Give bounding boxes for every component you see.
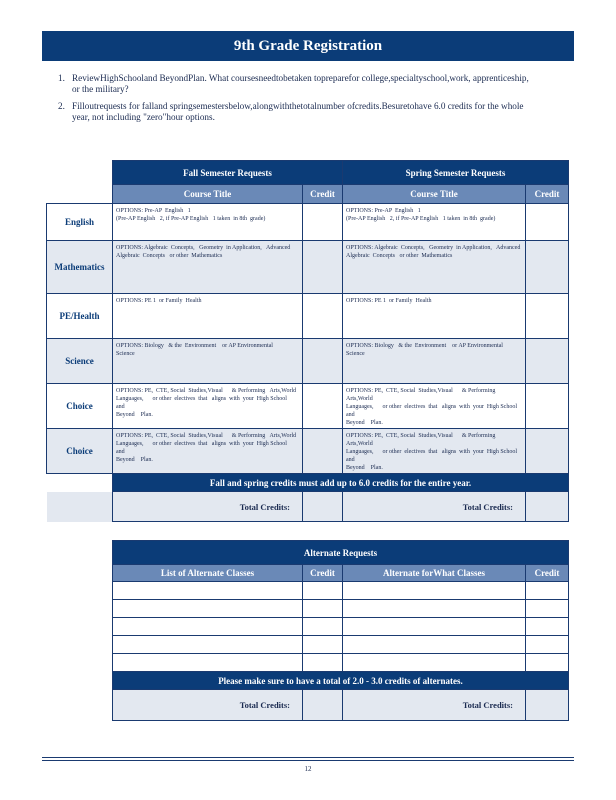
page-title-banner [42,31,574,61]
spring-credit-cell[interactable] [526,294,569,339]
alternate-for-cell[interactable] [343,636,526,654]
alternate-class-cell[interactable] [113,654,303,672]
spring-credit-cell[interactable] [526,204,569,241]
options-text: OPTIONS: PE, CTE, Social Studies,Visual & Performing Arts,World Languages, or other electives that aligns with your High School and Beyond Plan. [346,388,517,426]
fall-total-credit-cell[interactable] [303,492,343,522]
totals-row [47,492,569,522]
fall-semester-header: Fall Semester Requests [113,161,343,185]
requests-table [46,160,569,522]
fall-course-cell[interactable] [113,429,303,474]
table-row [47,294,569,339]
alternate-class-cell[interactable] [113,582,303,600]
spring-credit-cell[interactable] [526,339,569,384]
alternate-for-credit-cell[interactable] [526,618,569,636]
page-title: 9th Grade Registration [233,38,383,54]
blank-cell [47,474,113,492]
options-text: OPTIONS: PE 1 or Family Health [346,298,432,304]
alternate-for-cell[interactable] [343,654,526,672]
alternate-for-total-credit-cell[interactable] [526,690,569,721]
fall-course-cell[interactable] [113,241,303,294]
instruction-text: ReviewHighSchooland BeyondPlan. What coursesneedtobetaken topreparefor college,specialtyschool,work, apprenticeship, or the military? [72,73,529,94]
alternate-class-cell[interactable] [113,600,303,618]
spring-credit-cell[interactable] [526,429,569,474]
alternate-list-header: List of Alternate Classes [113,565,303,582]
alternate-for-cell[interactable] [343,600,526,618]
alternate-for-credit-cell[interactable] [526,654,569,672]
instruction-1 [58,73,536,95]
options-text: OPTIONS: Algebraic Concepts, Geometry in Application, Advanced Algebraic Concepts or other Mathematics [116,245,291,259]
alternate-credit-cell[interactable] [303,600,343,618]
spring-course-cell[interactable] [343,241,526,294]
fall-credit-cell[interactable] [303,384,343,429]
subject-label: Mathematics [47,241,113,294]
alternate-for-credit-cell[interactable] [526,582,569,600]
alternate-for-credit-cell[interactable] [526,600,569,618]
subject-label: Choice [47,429,113,474]
totals-row [113,690,569,721]
options-text: OPTIONS: PE, CTE, Social Studies,Visual & Performing Arts,World Languages, or other electives that aligns with your High School and Beyond Plan. [116,433,297,463]
alternates-table [112,540,569,721]
alternate-for-total-label: Total Credits: [343,690,526,721]
fall-course-title-header: Course Title [113,185,303,204]
options-text: OPTIONS: Algebraic Concepts, Geometry in Application, Advanced Algebraic Concepts or other Mathematics [346,245,521,259]
subject-label: Science [47,339,113,384]
blank-cell [47,185,113,204]
table-row [47,339,569,384]
alternate-for-credit-cell[interactable] [526,636,569,654]
table-row [47,384,569,429]
instruction-number: 2. [58,101,65,111]
spring-total-label: Total Credits: [343,492,526,522]
fall-credit-cell[interactable] [303,204,343,241]
fall-credit-header: Credit [303,185,343,204]
table-row [113,636,569,654]
alternate-class-cell[interactable] [113,636,303,654]
fall-credit-cell[interactable] [303,241,343,294]
alternate-credit-cell[interactable] [303,582,343,600]
blank-cell [47,161,113,185]
spring-course-cell[interactable] [343,339,526,384]
fall-course-cell[interactable] [113,384,303,429]
fall-course-cell[interactable] [113,204,303,241]
options-text: OPTIONS: Biology & the Environment or AP Environmental Science [346,343,511,357]
fall-credit-cell[interactable] [303,339,343,384]
subject-label: Choice [47,384,113,429]
table-row [113,600,569,618]
alternate-requests-header: Alternate Requests [113,541,569,565]
fall-credit-cell[interactable] [303,294,343,339]
spring-credit-header: Credit [526,185,569,204]
spring-total-credit-cell[interactable] [526,492,569,522]
alternate-for-credit-header: Credit [526,565,569,582]
options-text: OPTIONS: PE, CTE, Social Studies,Visual & Performing Arts,World Languages, or other electives that aligns with your High School and Beyond Plan. [346,433,517,471]
spring-course-title-header: Course Title [343,185,526,204]
instruction-text: Filloutrequests for falland springsemestersbelow,alongwiththetotalnumber ofcredits.Besuretohave 6.0 credits for the whole year, not including "zero"hour options. [72,101,524,122]
footer-divider [42,757,574,758]
options-text: OPTIONS: PE 1 or Family Health [116,298,202,304]
table-row [113,618,569,636]
table-row [47,241,569,294]
alternate-total-label: Total Credits: [113,690,303,721]
alternate-for-header: Alternate forWhat Classes [343,565,526,582]
subject-label: English [47,204,113,241]
fall-course-cell[interactable] [113,339,303,384]
spring-course-cell[interactable] [343,294,526,339]
alternate-class-cell[interactable] [113,618,303,636]
alternates-note-bar: Please make sure to have a total of 2.0 - 3.0 credits of alternates. [113,672,569,690]
table-row [47,204,569,241]
table-row [113,654,569,672]
options-text: OPTIONS: Pre-AP English 1 (Pre-AP English 2, if Pre-AP English 1 taken in 8th grade) [346,208,496,222]
alternate-for-cell[interactable] [343,618,526,636]
instruction-2 [58,101,536,123]
table-row [47,429,569,474]
instruction-number: 1. [58,73,65,83]
fall-credit-cell[interactable] [303,429,343,474]
blank-cell [47,492,113,522]
alternate-credit-cell[interactable] [303,618,343,636]
alternate-total-credit-cell[interactable] [303,690,343,721]
page-number: 12 [304,765,312,773]
options-text: OPTIONS: Pre-AP English 1 (Pre-AP English 2, if Pre-AP English 1 taken in 8th grade) [116,208,266,222]
spring-course-cell[interactable] [343,384,526,429]
alternate-for-cell[interactable] [343,582,526,600]
spring-credit-cell[interactable] [526,241,569,294]
alternate-credit-cell[interactable] [303,654,343,672]
options-text: OPTIONS: Biology & the Environment or AP Environmental Science [116,343,281,357]
spring-course-cell[interactable] [343,204,526,241]
fall-course-cell[interactable] [113,294,303,339]
options-text: OPTIONS: PE, CTE, Social Studies,Visual & Performing Arts,World Languages, or other electives that aligns with your High School and Beyond Plan. [116,388,297,418]
spring-credit-cell[interactable] [526,384,569,429]
spring-semester-header: Spring Semester Requests [343,161,569,185]
alternate-credit-header: Credit [303,565,343,582]
footer-divider [42,760,574,761]
table-row [113,582,569,600]
subject-label: PE/Health [47,294,113,339]
alternate-credit-cell[interactable] [303,636,343,654]
fall-total-label: Total Credits: [113,492,303,522]
spring-course-cell[interactable] [343,429,526,474]
credits-note-bar: Fall and spring credits must add up to 6.0 credits for the entire year. [113,474,569,492]
